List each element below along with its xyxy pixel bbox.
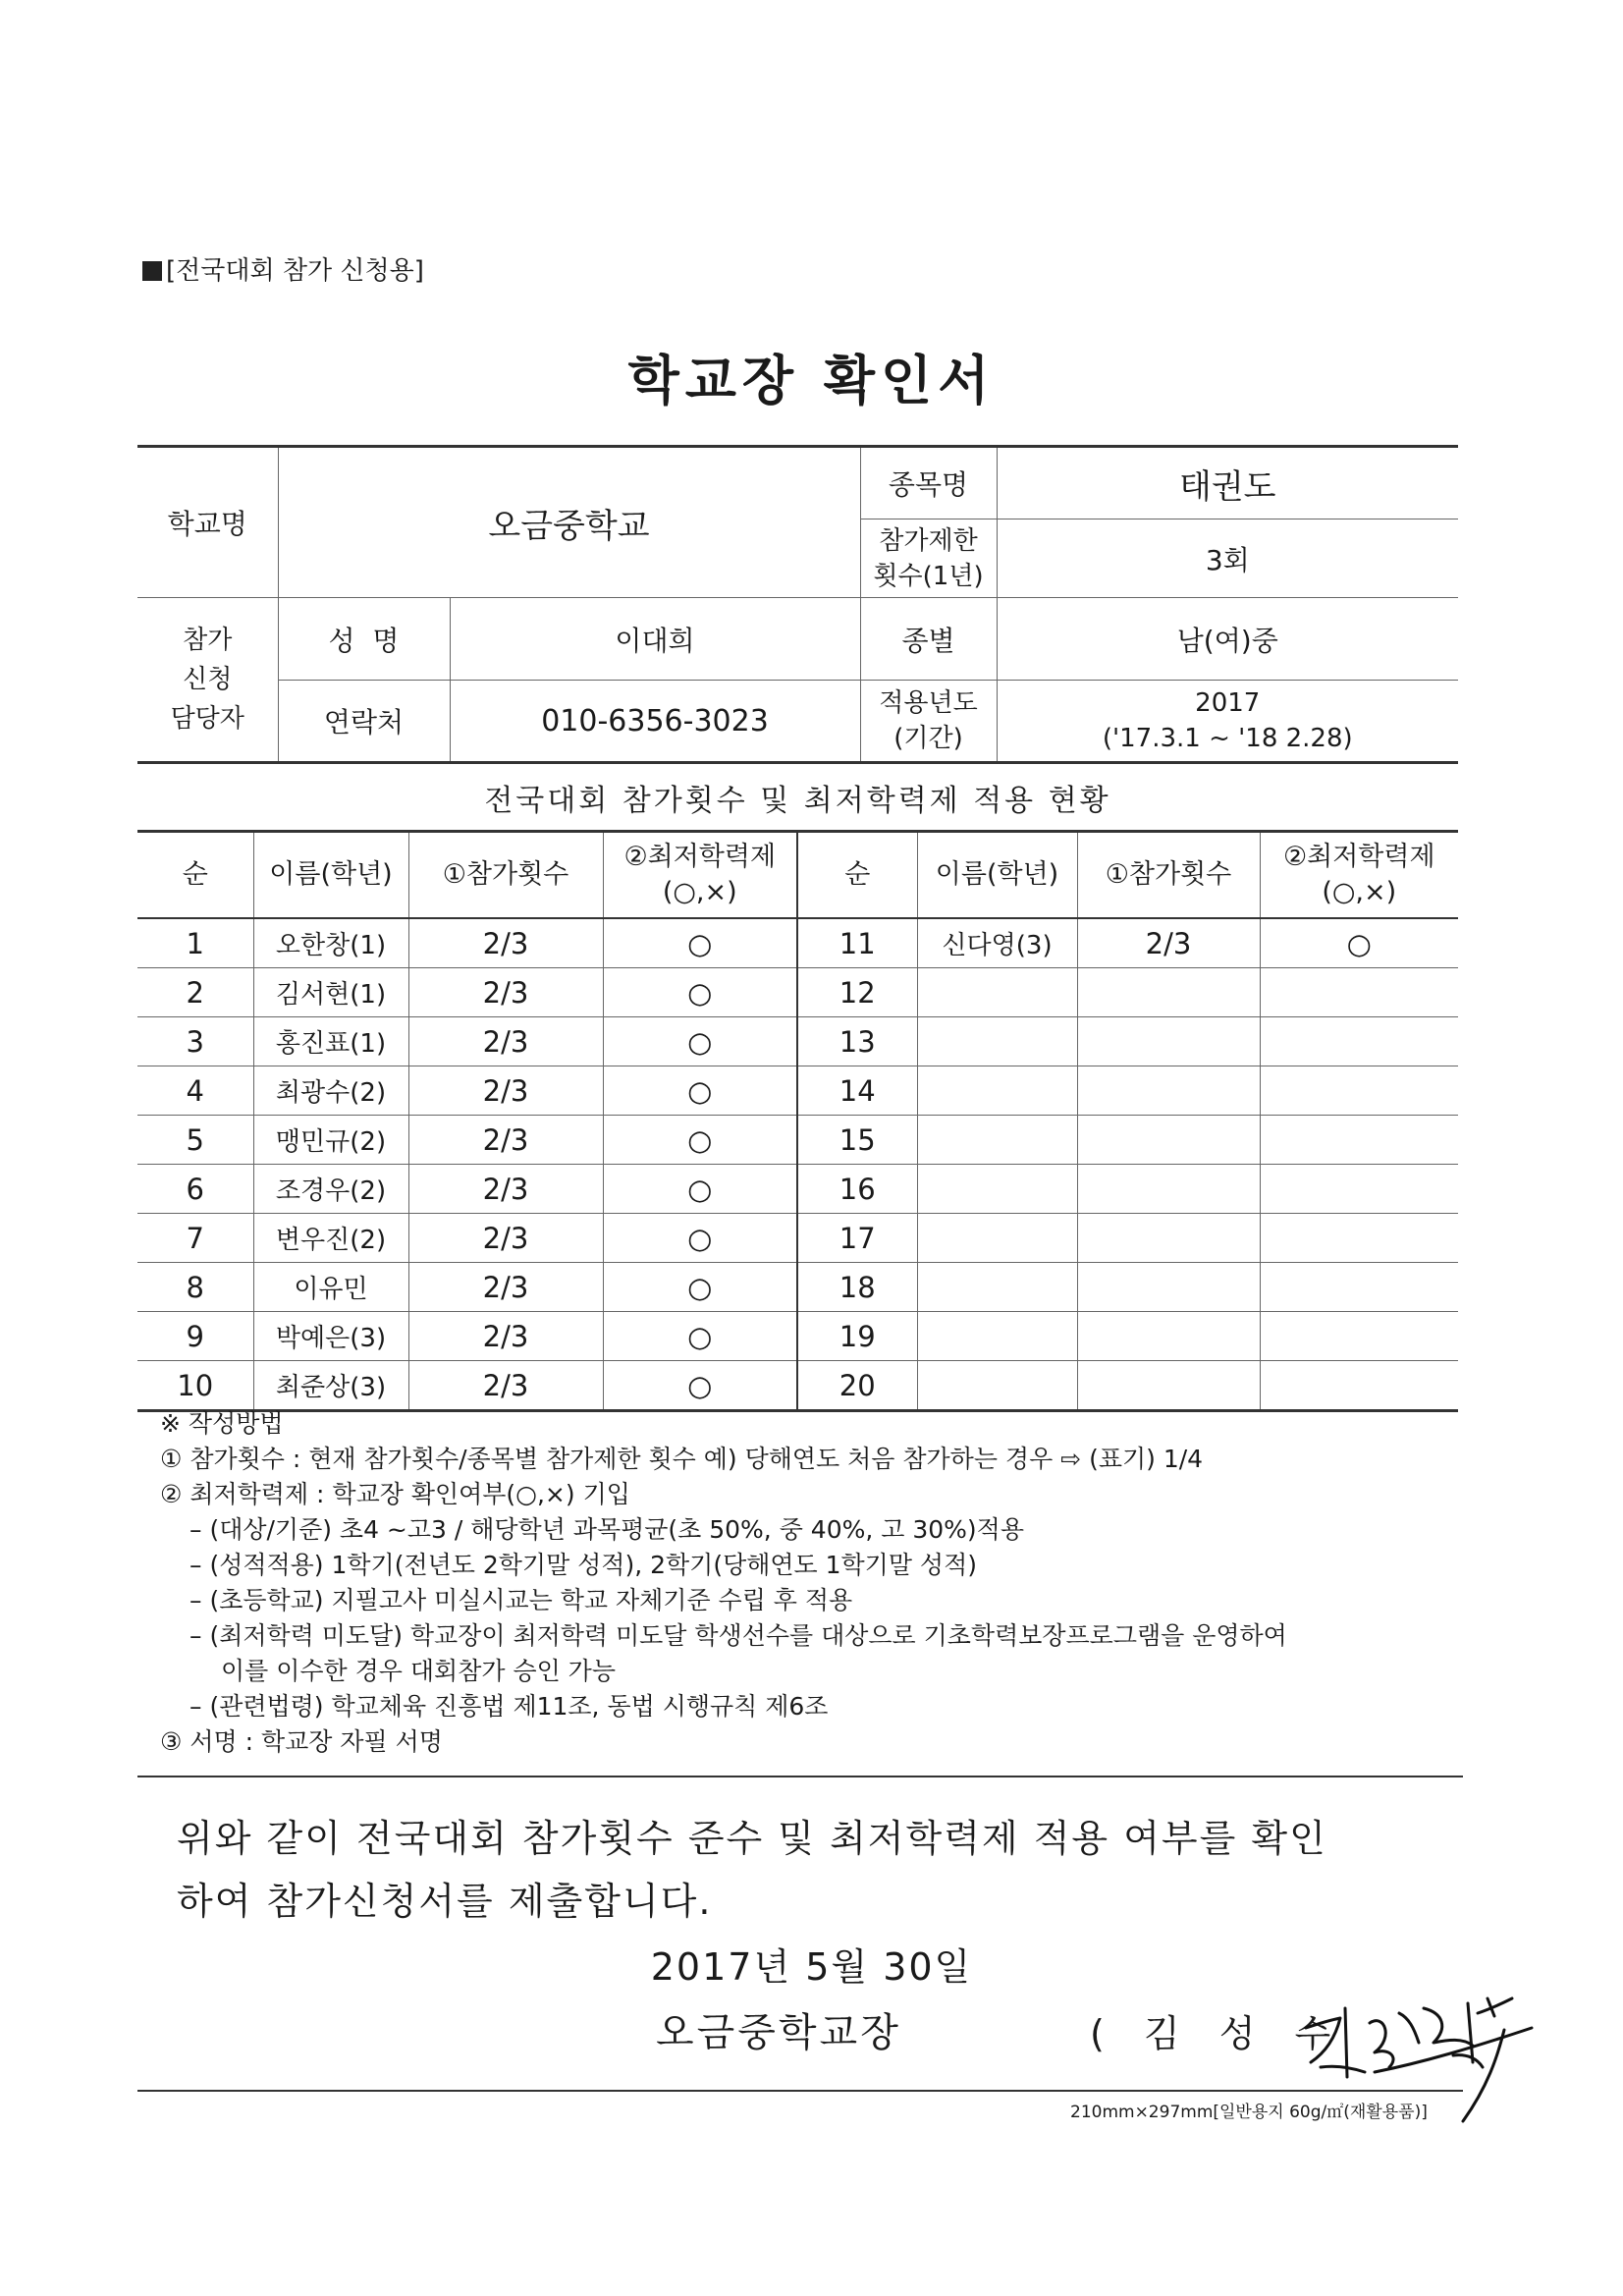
note-2c: – (초등학교) 지필고사 미실시교는 학교 자체기준 수립 후 적용 xyxy=(189,1586,853,1614)
header-academic-line2: (○,×) xyxy=(1322,877,1397,907)
row-no: 2 xyxy=(137,968,253,1017)
table-row xyxy=(137,1312,1458,1361)
header-no: 순 xyxy=(137,832,253,919)
row-academic-mark: ○ xyxy=(603,1165,797,1214)
form-tag xyxy=(142,250,424,287)
table-row xyxy=(137,968,1458,1017)
limit-value: 3회 xyxy=(997,519,1458,598)
row-name: 변우진(2) xyxy=(253,1214,408,1263)
principal-title: 오금중학교장 xyxy=(656,2010,901,2055)
applicant-label xyxy=(137,598,278,763)
participation-table xyxy=(137,830,1458,1412)
row-academic-mark: ○ xyxy=(1260,918,1458,968)
row-count xyxy=(1077,1116,1260,1165)
row-count xyxy=(1077,1017,1260,1066)
note-2a: – (대상/기준) 초4 ~고3 / 해당학년 과목평균(초 50%, 중 40%, 고 30%)적용 xyxy=(189,1515,1024,1544)
limit-label-line2: 횟수(1년) xyxy=(873,561,984,591)
row-no: 8 xyxy=(137,1263,253,1312)
row-name xyxy=(917,1066,1077,1116)
row-academic-mark: ○ xyxy=(603,1214,797,1263)
applicant-label-line3: 담당자 xyxy=(170,704,244,734)
row-no: 5 xyxy=(137,1116,253,1165)
row-count xyxy=(1077,1214,1260,1263)
row-count xyxy=(1077,968,1260,1017)
header-academic xyxy=(1260,832,1458,919)
table-row xyxy=(137,1214,1458,1263)
header-academic xyxy=(603,832,797,919)
row-academic-mark xyxy=(1260,1263,1458,1312)
table-row xyxy=(137,1361,1458,1411)
row-count: 2/3 xyxy=(408,1214,603,1263)
row-no: 20 xyxy=(797,1361,917,1411)
row-count: 2/3 xyxy=(408,1066,603,1116)
table-row xyxy=(137,1116,1458,1165)
row-no: 3 xyxy=(137,1017,253,1066)
row-name xyxy=(917,1165,1077,1214)
row-count xyxy=(1077,1312,1260,1361)
row-no: 1 xyxy=(137,918,253,968)
signer-name: ( 김 성 수 xyxy=(1090,2012,1345,2055)
issue-date: 2017년 5월 30일 xyxy=(650,1945,973,1989)
row-no: 4 xyxy=(137,1066,253,1116)
row-academic-mark xyxy=(1260,1312,1458,1361)
row-count xyxy=(1077,1066,1260,1116)
category-label: 종별 xyxy=(860,598,997,681)
status-title: 전국대회 참가횟수 및 최저학력제 적용 현황 xyxy=(484,784,1111,818)
row-no: 12 xyxy=(797,968,917,1017)
page-title: 학교장 확인서 xyxy=(627,350,996,411)
row-academic-mark: ○ xyxy=(603,918,797,968)
row-count: 2/3 xyxy=(1077,918,1260,968)
row-name xyxy=(917,968,1077,1017)
limit-label-line1: 참가제한 xyxy=(879,525,978,556)
limit-label xyxy=(860,519,997,598)
category-value: 남(여)중 xyxy=(997,598,1458,681)
header-name: 이름(학년) xyxy=(253,832,408,919)
row-no: 14 xyxy=(797,1066,917,1116)
row-name: 최광수(2) xyxy=(253,1066,408,1116)
row-no: 6 xyxy=(137,1165,253,1214)
row-name: 신다영(3) xyxy=(917,918,1077,968)
row-name: 이유민 xyxy=(253,1263,408,1312)
row-count: 2/3 xyxy=(408,1017,603,1066)
row-count: 2/3 xyxy=(408,1361,603,1411)
row-academic-mark xyxy=(1260,1361,1458,1411)
note-2d: – (최저학력 미도달) 학교장이 최저학력 미도달 학생선수를 대상으로 기초학력보장프로그램을 운영하여 xyxy=(189,1621,1287,1650)
note-3: ③ 서명 : 학교장 자필 서명 xyxy=(160,1727,443,1756)
year-value-line2: ('17.3.1 ~ '18 2.28) xyxy=(1102,724,1353,753)
sport-value: 태권도 xyxy=(997,447,1458,519)
row-academic-mark: ○ xyxy=(603,1116,797,1165)
row-name xyxy=(917,1263,1077,1312)
row-no: 11 xyxy=(797,918,917,968)
row-no: 9 xyxy=(137,1312,253,1361)
header-academic-line1: ②최저학력제 xyxy=(1282,842,1435,872)
row-no: 18 xyxy=(797,1263,917,1312)
row-name: 박예은(3) xyxy=(253,1312,408,1361)
note-2e: – (관련법령) 학교체육 진흥법 제11조, 동법 시행규칙 제6조 xyxy=(189,1692,829,1721)
divider xyxy=(137,1776,1463,1777)
row-count xyxy=(1077,1361,1260,1411)
year-label-line2: (기간) xyxy=(893,724,963,753)
year-value-line1: 2017 xyxy=(1195,688,1261,718)
row-name: 맹민규(2) xyxy=(253,1116,408,1165)
row-academic-mark xyxy=(1260,1066,1458,1116)
contact-value: 010-6356-3023 xyxy=(450,681,860,763)
row-name xyxy=(917,1017,1077,1066)
row-name xyxy=(917,1214,1077,1263)
school-name: 오금중학교 xyxy=(278,447,860,598)
row-name xyxy=(917,1116,1077,1165)
header-academic-line1: ②최저학력제 xyxy=(623,842,777,872)
row-academic-mark xyxy=(1260,1017,1458,1066)
contact-label: 연락처 xyxy=(278,681,450,763)
year-label xyxy=(860,681,997,763)
row-name: 홍진표(1) xyxy=(253,1017,408,1066)
row-academic-mark: ○ xyxy=(603,1263,797,1312)
row-name xyxy=(917,1361,1077,1411)
confirmation-line2: 하여 참가신청서를 제출합니다. xyxy=(177,1880,713,1923)
header-no: 순 xyxy=(797,832,917,919)
row-no: 10 xyxy=(137,1361,253,1411)
notes-heading: ※ 작성방법 xyxy=(160,1409,284,1438)
header-academic-line2: (○,×) xyxy=(662,877,737,907)
header-count: ①참가횟수 xyxy=(1077,832,1260,919)
row-no: 19 xyxy=(797,1312,917,1361)
row-academic-mark xyxy=(1260,1214,1458,1263)
row-name: 오한창(1) xyxy=(253,918,408,968)
row-count xyxy=(1077,1165,1260,1214)
row-count: 2/3 xyxy=(408,1312,603,1361)
form-tag-text: [전국대회 참가 신청용] xyxy=(166,256,424,286)
header-count: ①참가횟수 xyxy=(408,832,603,919)
header-name: 이름(학년) xyxy=(917,832,1077,919)
sport-label: 종목명 xyxy=(860,447,997,519)
row-count: 2/3 xyxy=(408,1165,603,1214)
paper-spec: 210mm×297mm[일반용지 60g/㎡(재활용품)] xyxy=(1070,2103,1428,2122)
row-academic-mark: ○ xyxy=(603,1312,797,1361)
table-row xyxy=(137,1017,1458,1066)
row-no: 15 xyxy=(797,1116,917,1165)
row-academic-mark xyxy=(1260,968,1458,1017)
note-2d-cont: 이를 이수한 경우 대회참가 승인 가능 xyxy=(221,1657,616,1685)
row-academic-mark: ○ xyxy=(603,968,797,1017)
footer-divider xyxy=(137,2090,1463,2092)
row-no: 16 xyxy=(797,1165,917,1214)
year-value xyxy=(997,681,1458,763)
row-academic-mark: ○ xyxy=(603,1066,797,1116)
row-no: 13 xyxy=(797,1017,917,1066)
note-2: ② 최저학력제 : 학교장 확인여부(○,×) 기입 xyxy=(160,1480,630,1508)
table-header-row xyxy=(137,832,1458,919)
school-label: 학교명 xyxy=(137,447,278,598)
row-name: 김서현(1) xyxy=(253,968,408,1017)
row-no: 7 xyxy=(137,1214,253,1263)
info-table xyxy=(137,445,1458,764)
row-count xyxy=(1077,1263,1260,1312)
row-academic-mark: ○ xyxy=(603,1361,797,1411)
table-row xyxy=(137,918,1458,968)
row-academic-mark: ○ xyxy=(603,1017,797,1066)
note-2b: – (성적적용) 1학기(전년도 2학기말 성적), 2학기(당해연도 1학기말 성적) xyxy=(189,1551,977,1579)
applicant-label-line2: 신청 xyxy=(183,665,233,694)
row-name xyxy=(917,1312,1077,1361)
table-row xyxy=(137,1165,1458,1214)
row-academic-mark xyxy=(1260,1165,1458,1214)
row-name: 조경우(2) xyxy=(253,1165,408,1214)
table-row xyxy=(137,1263,1458,1312)
row-name: 최준상(3) xyxy=(253,1361,408,1411)
instructions xyxy=(160,1406,1466,1760)
confirmation-text xyxy=(177,1807,1453,1933)
row-count: 2/3 xyxy=(408,1116,603,1165)
table-row xyxy=(137,1066,1458,1116)
name-value: 이대희 xyxy=(450,598,860,681)
square-bullet-icon xyxy=(142,261,162,281)
row-no: 17 xyxy=(797,1214,917,1263)
name-label: 성 명 xyxy=(278,598,450,681)
row-academic-mark xyxy=(1260,1116,1458,1165)
row-count: 2/3 xyxy=(408,918,603,968)
year-label-line1: 적용년도 xyxy=(879,688,978,718)
applicant-label-line1: 참가 xyxy=(183,626,233,655)
row-count: 2/3 xyxy=(408,1263,603,1312)
row-count: 2/3 xyxy=(408,968,603,1017)
note-1: ① 참가횟수 : 현재 참가횟수/종목별 참가제한 횟수 예) 당해연도 처음 참가하는 경우 ⇨ (표기) 1/4 xyxy=(160,1445,1204,1473)
confirmation-line1: 위와 같이 전국대회 참가횟수 준수 및 최저학력제 적용 여부를 확인 xyxy=(177,1817,1327,1860)
